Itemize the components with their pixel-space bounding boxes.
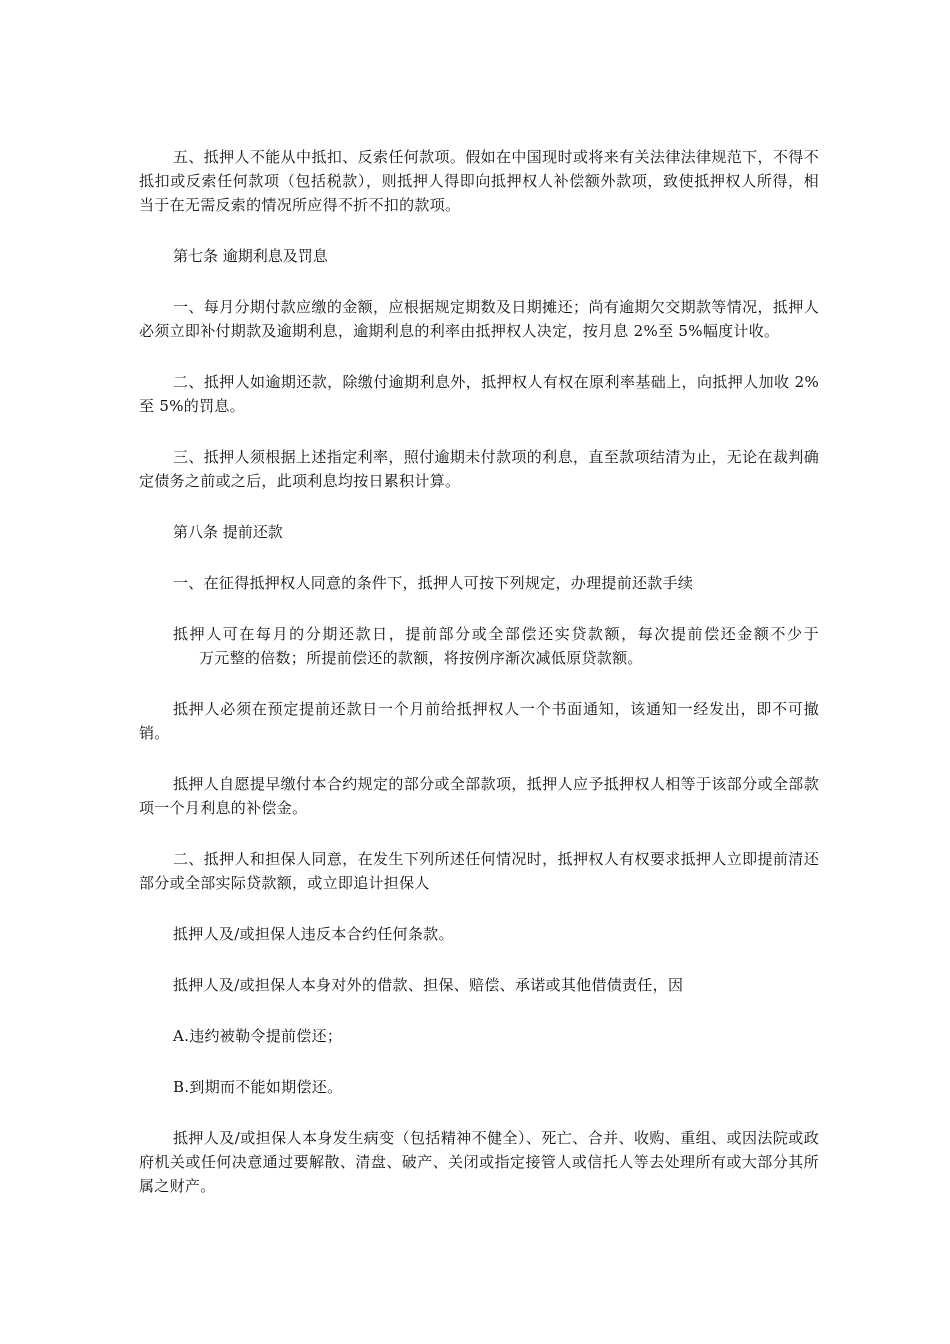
clause-5-paragraph: 五、抵押人不能从中抵扣、反索任何款项。假如在中国现时或将来有关法律法律规范下，不得不抵扣或反索任何款项（包括税款），则抵押人得即向抵押权人补偿额外款项，致使抵押权人所得，相当于在无需反索的情况所应得不折不扣的款项。 [139, 148, 819, 214]
item-a-paragraph: A.违约被勒令提前偿还； [173, 1027, 343, 1045]
overdue-installment-paragraph: 一、每月分期付款应缴的金额，应根据规定期数及日期摊还；尚有逾期欠交期款等情况，抵押人必须立即补付期款及逾期利息，逾期利息的利率由抵押权人决定，按月息 2%至 5%幅度计收。 [139, 298, 819, 340]
article-7-heading: 第七条 逾期利息及罚息 [173, 247, 328, 265]
insolvency-paragraph: 抵押人及/或担保人本身发生病变（包括精神不健全）、死亡、合并、收购、重组、或因法院或政府机关或任何决意通过要解散、清盘、破产、关闭或指定接管人或信托人等去处理所有或大部分其所属之财产。 [139, 1129, 819, 1195]
document-page [139, 145, 819, 1225]
written-notice-paragraph: 抵押人必须在预定提前还款日一个月前给抵押权人一个书面通知，该通知一经发出，即不可撤销。 [139, 700, 819, 742]
compensation-paragraph: 抵押人自愿提早缴付本合约规定的部分或全部款项，抵押人应予抵押权人相等于该部分或全部款项一个月利息的补偿金。 [139, 775, 819, 817]
item-b-paragraph: B.到期而不能如期偿还。 [173, 1078, 343, 1096]
early-repayment-amount-text-a: 抵押人可在每月的分期还款日，提前部分或全部偿还实贷款额，每次提前偿还金额不少于 [173, 625, 819, 643]
early-repayment-conditions-paragraph: 一、在征得抵押权人同意的条件下，抵押人可按下列规定，办理提前还款手续 [173, 574, 694, 592]
demand-repayment-paragraph: 二、抵押人和担保人同意，在发生下列所述任何情况时，抵押权人有权要求抵押人立即提前清还部分或全部实际贷款额，或立即追计担保人 [139, 850, 819, 892]
early-repayment-amount-paragraph [139, 622, 819, 670]
external-debt-paragraph: 抵押人及/或担保人本身对外的借款、担保、赔偿、承诺或其他借债责任，因 [173, 976, 684, 994]
breach-paragraph: 抵押人及/或担保人违反本合约任何条款。 [173, 925, 454, 943]
article-8-heading: 第八条 提前还款 [173, 523, 283, 541]
daily-interest-paragraph: 三、抵押人须根据上述指定利率，照付逾期未付款项的利息，直至款项结清为止，无论在裁判确定债务之前或之后，此项利息均按日累积计算。 [139, 448, 819, 490]
penalty-interest-paragraph: 二、抵押人如逾期还款，除缴付逾期利息外，抵押权人有权在原利率基础上，向抵押人加收 2%至 5%的罚息。 [139, 373, 819, 415]
early-repayment-amount-text-b: 万元整的倍数；所提前偿还的款额，将按例序渐次减低原贷款额。 [199, 649, 643, 667]
